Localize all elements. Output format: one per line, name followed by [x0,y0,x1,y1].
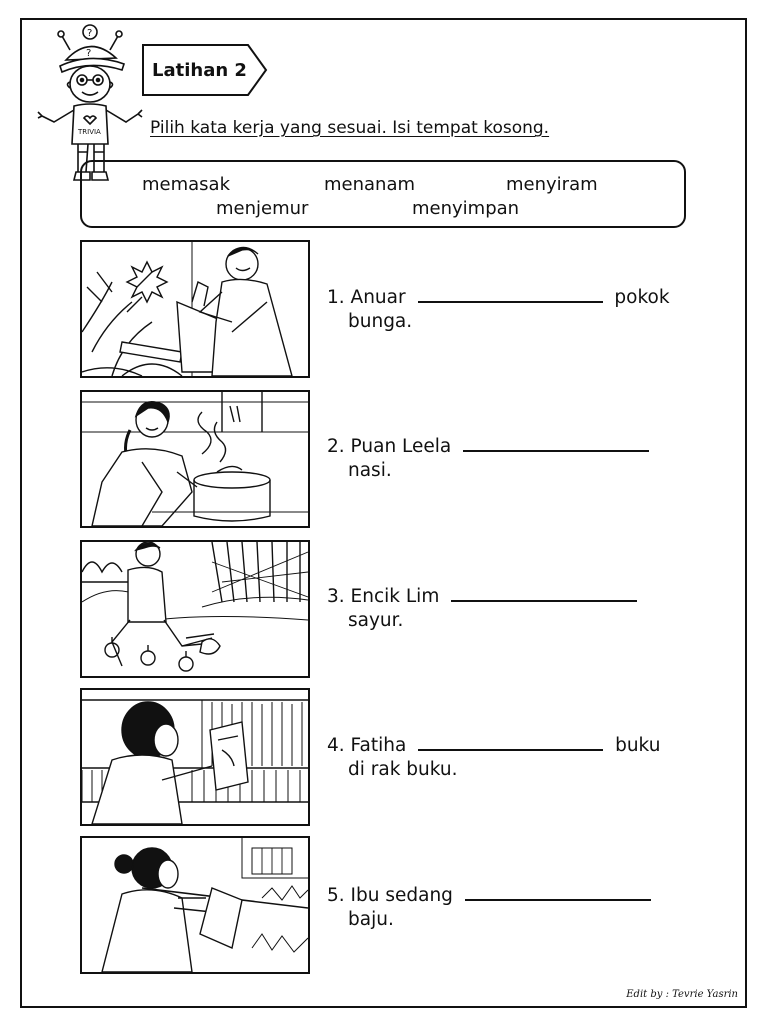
answer-blank[interactable] [465,882,651,901]
credit-signature: Edit by : Tevrie Yasrin [626,989,738,1000]
exercise-title-tag [140,42,270,98]
instruction-text: Pilih kata kerja yang sesuai. Isi tempat kosong. [150,118,550,138]
illustration-storing-books [80,688,310,826]
question-text-before: Fatiha [350,735,407,756]
svg-text:?: ? [87,28,93,39]
question-number: 2. [327,436,345,457]
question-text-before: Anuar [350,287,406,308]
answer-blank[interactable] [463,433,649,452]
word-bank-item: menyiram [506,174,598,195]
question-number: 1. [327,287,345,308]
question-text-before: Ibu sedang [350,885,453,906]
question-continuation: baju. [348,909,394,930]
question-number: 5. [327,885,345,906]
answer-blank[interactable] [418,284,603,303]
question-4 [327,732,660,782]
question-continuation: bunga. [348,311,413,332]
word-bank-item: memasak [142,174,231,195]
question-text-after: buku [615,735,661,756]
mascot-shirt-text: TRIVIA [78,128,101,136]
question-2 [327,433,655,483]
illustration-watering-plants [80,240,310,378]
answer-blank[interactable] [418,732,603,751]
question-continuation: nasi. [348,460,392,481]
word-bank [80,160,686,228]
question-number: 4. [327,735,345,756]
question-text-before: Puan Leela [350,436,452,457]
question-text-after: pokok [614,287,670,308]
word-bank-item: menjemur [216,198,309,219]
word-bank-item: menyimpan [412,198,520,219]
illustration-planting-vegetables [80,540,310,678]
answer-blank[interactable] [451,583,637,602]
question-3 [327,583,643,633]
word-bank-item: menanam [324,174,416,195]
question-continuation: sayur. [348,610,404,631]
svg-text:?: ? [86,48,92,59]
question-number: 3. [327,586,345,607]
illustration-cooking-rice [80,390,310,528]
exercise-title: Latihan 2 [152,60,247,81]
question-text-before: Encik Lim [350,586,440,607]
question-5 [327,882,657,932]
question-continuation: di rak buku. [348,759,458,780]
question-1 [327,284,670,334]
illustration-drying-clothes [80,836,310,974]
